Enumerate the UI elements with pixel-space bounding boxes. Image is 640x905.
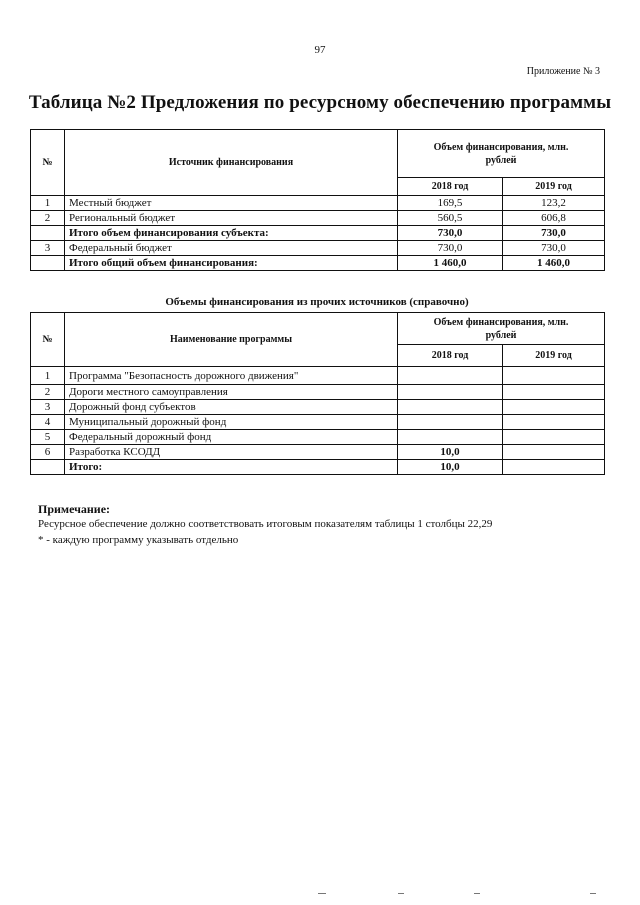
header-year-2019: 2019 год bbox=[503, 345, 605, 367]
header-num: № bbox=[31, 130, 65, 196]
header-volume: Объем финансирования, млн. рублей bbox=[398, 313, 605, 345]
row-value-2019 bbox=[503, 460, 605, 475]
row-value-2019: 730,0 bbox=[503, 241, 605, 256]
scan-mark bbox=[398, 893, 404, 894]
table-row bbox=[31, 241, 605, 256]
appendix-label: Приложение № 3 bbox=[526, 66, 600, 77]
row-value-2018: 169,5 bbox=[398, 196, 503, 211]
scan-mark bbox=[590, 893, 596, 894]
note-line-1: Ресурсное обеспечение должно соответствовать итоговым показателям таблицы 1 столбцы 22,29 bbox=[38, 518, 493, 530]
other-sources-table bbox=[30, 312, 605, 475]
row-value-2018 bbox=[398, 400, 503, 415]
scan-mark bbox=[318, 893, 326, 894]
row-value-2019 bbox=[503, 445, 605, 460]
header-program: Наименование программы bbox=[65, 313, 398, 367]
row-num: 2 bbox=[31, 385, 65, 400]
row-value-2018: 10,0 bbox=[398, 445, 503, 460]
row-label: Федеральный бюджет bbox=[65, 241, 398, 256]
header-year-2018: 2018 год bbox=[398, 345, 503, 367]
table-row-subtotal bbox=[31, 226, 605, 241]
row-value-2018: 730,0 bbox=[398, 241, 503, 256]
header-year-2018: 2018 год bbox=[398, 178, 503, 196]
row-value-2018 bbox=[398, 367, 503, 385]
page-number: 97 bbox=[314, 44, 326, 56]
row-value-2018 bbox=[398, 385, 503, 400]
row-value-2019 bbox=[503, 367, 605, 385]
table-row bbox=[31, 211, 605, 226]
row-value-2019: 1 460,0 bbox=[503, 256, 605, 271]
note-heading: Примечание: bbox=[38, 502, 111, 516]
row-label: Дорожный фонд субъектов bbox=[65, 400, 398, 415]
footer-scan-marks bbox=[0, 893, 640, 897]
table-row bbox=[31, 385, 605, 400]
row-label: Региональный бюджет bbox=[65, 211, 398, 226]
table-row bbox=[31, 367, 605, 385]
row-value-2018: 560,5 bbox=[398, 211, 503, 226]
row-value-2019 bbox=[503, 415, 605, 430]
row-value-2018: 1 460,0 bbox=[398, 256, 503, 271]
row-label: Итого общий объем финансирования: bbox=[65, 256, 398, 271]
row-value-2018 bbox=[398, 430, 503, 445]
row-num: 6 bbox=[31, 445, 65, 460]
row-value-2019: 123,2 bbox=[503, 196, 605, 211]
row-value-2019: 606,8 bbox=[503, 211, 605, 226]
row-num bbox=[31, 256, 65, 271]
row-label: Дороги местного самоуправления bbox=[65, 385, 398, 400]
row-num: 3 bbox=[31, 400, 65, 415]
row-num: 3 bbox=[31, 241, 65, 256]
row-value-2018: 730,0 bbox=[398, 226, 503, 241]
row-value-2018 bbox=[398, 415, 503, 430]
row-label: Муниципальный дорожный фонд bbox=[65, 415, 398, 430]
row-num bbox=[31, 226, 65, 241]
row-num: 4 bbox=[31, 415, 65, 430]
row-num bbox=[31, 460, 65, 475]
row-num: 5 bbox=[31, 430, 65, 445]
row-value-2018: 10,0 bbox=[398, 460, 503, 475]
header-source: Источник финансирования bbox=[65, 130, 398, 196]
header-num: № bbox=[31, 313, 65, 367]
row-value-2019 bbox=[503, 385, 605, 400]
section-subtitle: Объемы финансирования из прочих источников (справочно) bbox=[165, 296, 469, 308]
row-label: Местный бюджет bbox=[65, 196, 398, 211]
table-row-total bbox=[31, 256, 605, 271]
row-label: Итого: bbox=[65, 460, 398, 475]
table-row bbox=[31, 400, 605, 415]
row-num: 1 bbox=[31, 367, 65, 385]
row-value-2019: 730,0 bbox=[503, 226, 605, 241]
table-row bbox=[31, 430, 605, 445]
row-label: Программа "Безопасность дорожного движения" bbox=[65, 367, 398, 385]
table-row bbox=[31, 415, 605, 430]
note-line-2: * - каждую программу указывать отдельно bbox=[38, 534, 239, 546]
row-label: Разработка КСОДД bbox=[65, 445, 398, 460]
row-value-2019 bbox=[503, 400, 605, 415]
page-title: Таблица №2 Предложения по ресурсному обеспечению программы bbox=[28, 92, 612, 113]
header-volume: Объем финансирования, млн. рублей bbox=[398, 130, 605, 178]
table-row bbox=[31, 196, 605, 211]
scan-mark bbox=[474, 893, 480, 894]
resource-table bbox=[30, 129, 605, 271]
row-num: 2 bbox=[31, 211, 65, 226]
row-label: Итого объем финансирования субъекта: bbox=[65, 226, 398, 241]
row-value-2019 bbox=[503, 430, 605, 445]
header-year-2019: 2019 год bbox=[503, 178, 605, 196]
table-row bbox=[31, 445, 605, 460]
table-row-total bbox=[31, 460, 605, 475]
row-num: 1 bbox=[31, 196, 65, 211]
row-label: Федеральный дорожный фонд bbox=[65, 430, 398, 445]
